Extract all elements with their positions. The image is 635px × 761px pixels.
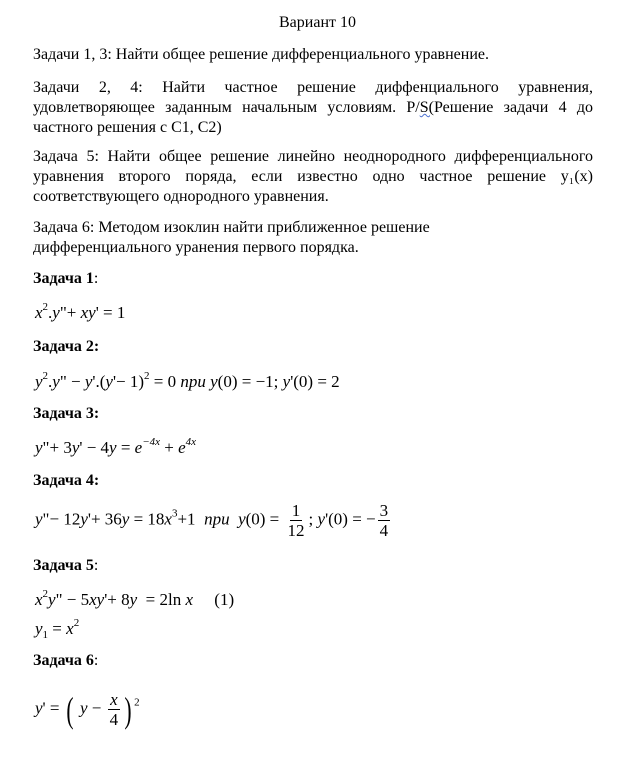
formula-text: y: [35, 509, 43, 529]
formula-text: −: [87, 698, 106, 718]
formula-5-particular: [35, 618, 79, 640]
heading-text: Задача 1: [33, 270, 94, 287]
formula-text: =: [48, 619, 67, 638]
formula-text: y: [105, 372, 113, 391]
task-6-heading: [33, 651, 593, 671]
subscript: 1: [42, 629, 49, 641]
formula-2: [35, 371, 340, 393]
formula-text: ' = 1: [95, 303, 126, 322]
formula-text: y: [282, 372, 291, 391]
paragraph-tasks-2-4: [33, 78, 593, 138]
superscript: 2: [73, 617, 80, 629]
formula-text: "− 12: [42, 509, 81, 529]
formula-text: e: [178, 438, 186, 457]
denominator: 4: [109, 710, 119, 729]
formula-text: .: [48, 372, 53, 391]
denominator: 12: [287, 521, 305, 540]
spellcheck-text: S(: [419, 99, 434, 116]
formula-text: +1: [177, 509, 205, 529]
formula-text: '.(: [92, 372, 106, 391]
text-line: дифференциального уранения первого порядка.: [33, 239, 359, 256]
numerator: x: [110, 690, 118, 709]
formula-text: (0) =: [245, 509, 284, 529]
formula-text: y: [80, 509, 88, 529]
formula-text: e: [134, 438, 143, 457]
formula-text: '(0) = 2: [290, 372, 340, 391]
document-title: Вариант 10: [279, 14, 356, 31]
formula-text: " − 5: [55, 590, 90, 609]
formula-text: y: [35, 438, 43, 457]
formula-text: x: [66, 619, 74, 638]
formula-text: y: [129, 590, 138, 609]
formula-text: y: [35, 698, 43, 718]
formula-text: xy: [89, 590, 105, 609]
formula-text: y: [71, 438, 80, 457]
formula-text: "+: [59, 303, 81, 322]
formula-5: [35, 589, 234, 611]
superscript: 2: [144, 370, 150, 382]
formula-text: '+ 8: [104, 590, 130, 609]
text: Задачи 2, 4: Найти частное решение диффенциального уравнения, удовлетворяющее заданным начальным условиям. P/: [33, 79, 593, 116]
text: Решение задачи 4 до частного решения с С1, С2): [33, 99, 593, 136]
formula-text: ' =: [42, 698, 64, 718]
superscript: 4x: [185, 436, 197, 448]
superscript: −4x: [142, 436, 161, 448]
superscript: 2: [42, 370, 49, 382]
formula-text: xy: [80, 303, 96, 322]
formula-text: y: [35, 372, 43, 391]
numerator: 1: [291, 501, 301, 520]
paragraph-tasks-1-3: Задачи 1, 3: Найти общее решение дифференциального уравнение.: [33, 46, 489, 63]
denominator: 4: [379, 521, 389, 540]
superscript: 2: [42, 588, 49, 600]
formula-text: при y: [180, 372, 218, 391]
formula-text: " −: [59, 372, 85, 391]
formula-text: при y: [204, 509, 246, 529]
formula-text: y: [75, 698, 88, 718]
formula-text: '(0) = −: [325, 509, 376, 529]
formula-text: y: [121, 509, 130, 529]
formula-text: x: [35, 590, 43, 609]
formula-text: ' − 4: [79, 438, 110, 457]
formula-text: +: [160, 438, 179, 457]
formula-text: =: [116, 438, 135, 457]
formula-text: = 18: [129, 509, 165, 529]
paragraph-task-5: Задача 5: Найти общее решение линейно неоднородного дифференциального уравнения второго поряда, если известно одно частное решение y₁(x) соответствующего однородного уравнения.: [33, 148, 593, 205]
formula-text: x: [185, 590, 194, 609]
formula-text: x: [164, 509, 172, 529]
colon: :: [93, 557, 99, 574]
paragraph-task-6: [33, 218, 593, 258]
colon: :: [93, 652, 99, 669]
formula-text: y: [52, 372, 60, 391]
task-5-heading: [33, 556, 593, 576]
formula-text: '+ 36: [87, 509, 122, 529]
formula-text: x: [35, 303, 43, 322]
formula-text: '− 1): [112, 372, 145, 391]
superscript: 2: [134, 696, 140, 709]
formula-text: = 0: [149, 372, 181, 391]
task-1-heading: [33, 269, 593, 289]
fraction: [108, 690, 121, 729]
formula-text: = 2ln: [137, 590, 186, 609]
formula-text: y: [48, 590, 56, 609]
task-2-heading: Задача 2:: [33, 338, 100, 355]
formula-text: ;: [308, 509, 318, 529]
superscript: 3: [171, 507, 178, 520]
formula-text: y: [317, 509, 326, 529]
heading-text: Задача 5: [33, 557, 94, 574]
formula-text: "+ 3: [42, 438, 72, 457]
formula-text: y: [52, 303, 60, 322]
colon: :: [93, 270, 99, 287]
formula-text: (0) = −1;: [217, 372, 283, 391]
fraction: [378, 501, 391, 540]
superscript: 2: [42, 301, 49, 313]
formula-text: y: [35, 619, 43, 638]
numerator: 3: [379, 501, 389, 520]
formula-text: .: [48, 303, 53, 322]
formula-text: y: [84, 372, 93, 391]
formula-6: y' = ( y − $\frac{x}{4}$ ) $^2$: [35, 689, 140, 730]
formula-1: [35, 302, 125, 324]
task-3-heading: Задача 3:: [33, 405, 100, 422]
formula-text: (1): [193, 590, 235, 609]
heading-text: Задача 6: [33, 652, 94, 669]
formula-text: y: [109, 438, 117, 457]
fraction: [286, 501, 307, 540]
text-line: Задача 6: Методом изоклин найти приближенное решение: [33, 219, 430, 236]
formula-3: [35, 437, 196, 459]
formula-4: [35, 501, 392, 540]
task-4-heading: Задача 4:: [33, 472, 100, 489]
